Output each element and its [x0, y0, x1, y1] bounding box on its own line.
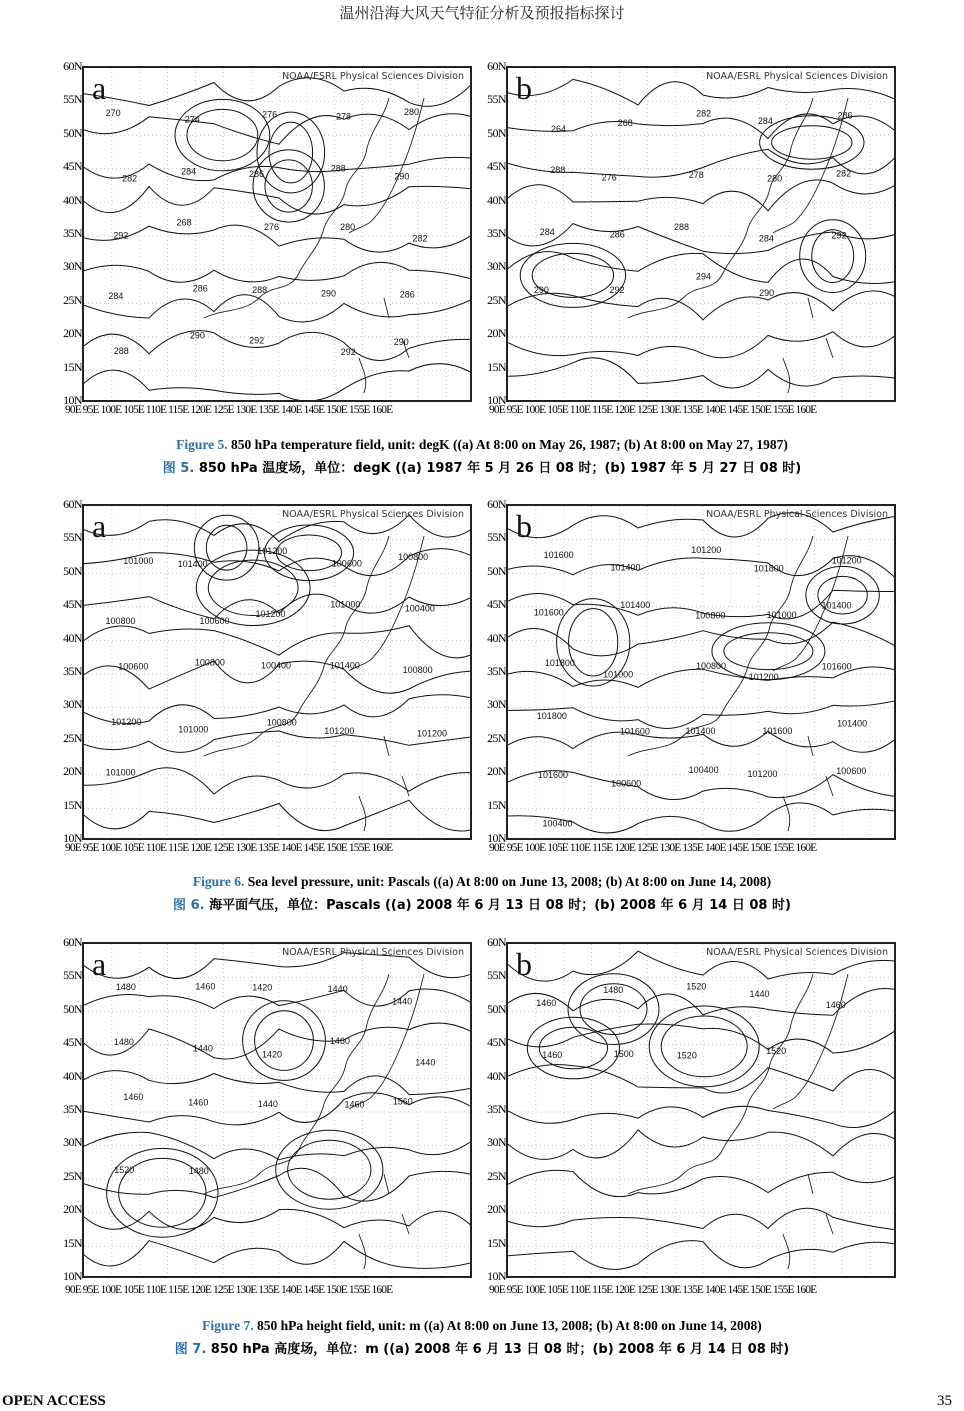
y-axis-label: 10N — [487, 393, 506, 407]
y-axis-label: 20N — [487, 1202, 506, 1217]
caption-text: 850 hPa temperature field, unit: degK ((a) At 8:00 on May 26, 1987; (b) At 8:00 on May 27, 1987) — [227, 437, 788, 452]
contour-value-label: 101600 — [538, 770, 569, 781]
y-axis-label: 30N — [63, 1135, 82, 1150]
contour-map — [508, 68, 896, 402]
closed-contour — [772, 126, 852, 159]
map-frame — [82, 504, 472, 840]
contour-value-label: 100400 — [261, 660, 292, 671]
contour-value-label: 1480 — [188, 1166, 209, 1177]
contour-value-label: 284 — [108, 291, 124, 302]
panel-letter: b — [516, 70, 532, 106]
y-axis-label: 55N — [63, 968, 82, 983]
contour-map — [508, 506, 896, 840]
contour-value-label: 100600 — [836, 765, 867, 776]
figure-6 — [0, 496, 964, 916]
contour-line — [84, 1071, 472, 1095]
contour-line — [508, 1024, 896, 1053]
contour-value-label: 101000 — [123, 556, 154, 567]
contour-value-label: 1460 — [825, 1000, 846, 1011]
contour-value-label: 290 — [533, 285, 549, 296]
contour-value-label: 101200 — [747, 769, 778, 780]
contour-value-label: 101400 — [177, 559, 208, 570]
contour-value-label: 101200 — [417, 728, 448, 739]
contour-line — [84, 768, 472, 794]
contour-value-label: 100600 — [611, 778, 642, 789]
contour-line — [84, 331, 472, 361]
panel-a — [50, 496, 482, 866]
y-axis-label: 50N — [487, 125, 506, 140]
y-axis-label: 40N — [487, 630, 506, 645]
contour-value-label: 284 — [181, 166, 197, 177]
y-axis-label: 25N — [487, 1168, 506, 1183]
contour-line — [508, 79, 896, 105]
y-axis-label: 45N — [487, 597, 506, 612]
y-axis-label: 30N — [63, 697, 82, 712]
map-frame — [82, 66, 472, 402]
closed-contour — [255, 1011, 314, 1071]
contour-value-label: 101800 — [544, 657, 575, 668]
contour-value-label: 294 — [695, 271, 711, 282]
contour-line — [84, 114, 472, 144]
y-axis-label: 25N — [63, 1168, 82, 1183]
contour-value-label: 100600 — [199, 616, 230, 627]
contour-line — [508, 180, 896, 211]
y-axis-label: 55N — [487, 968, 506, 983]
contour-line — [84, 364, 472, 401]
y-axis-label: 20N — [63, 326, 82, 341]
contour-value-label: 100800 — [696, 660, 727, 671]
contour-value-label: 100800 — [194, 657, 225, 668]
closed-contour — [569, 609, 618, 676]
y-axis-label: 10N — [487, 831, 506, 845]
contour-line — [84, 1209, 472, 1229]
closed-contour — [208, 560, 298, 615]
credit-text: NOAA/ESRL Physical Sciences Division — [282, 947, 464, 958]
contour-value-label: 101200 — [111, 717, 142, 728]
panel-letter: b — [516, 946, 532, 982]
panel-letter: b — [516, 508, 532, 544]
panel-a — [50, 934, 482, 1304]
y-axis-label: 50N — [63, 125, 82, 140]
contour-value-label: 282 — [122, 173, 138, 184]
contour-line — [84, 262, 472, 282]
contour-value-label: 101000 — [330, 599, 361, 610]
panel-a — [50, 58, 482, 428]
contour-line — [508, 1170, 896, 1196]
contour-value-label: 1440 — [257, 1099, 278, 1110]
contour-value-label: 268 — [617, 117, 633, 128]
y-axis-label: 60N — [487, 59, 506, 73]
contour-map — [508, 944, 896, 1278]
panel-letter: a — [92, 70, 107, 106]
contour-line — [508, 1106, 896, 1127]
open-access-label: OPEN ACCESS — [2, 1393, 106, 1409]
contour-value-label: 101200 — [748, 672, 779, 682]
y-axis-label: 50N — [487, 1001, 506, 1016]
contour-line — [84, 1132, 472, 1159]
contour-value-label: 101600 — [619, 726, 650, 737]
contour-value-label: 290 — [759, 288, 775, 299]
y-axis-label: 20N — [63, 1202, 82, 1217]
coastline — [204, 98, 424, 393]
figure-number: 图 5. — [162, 461, 195, 476]
contour-value-label: 101000 — [105, 767, 136, 778]
map-frame — [506, 504, 896, 840]
y-axis-label: 55N — [487, 530, 506, 545]
caption-text: 海平面气压，单位：Pascals ((a) 2008 年 6 月 13 日 08 时；(b) 2008 年 6 月 14 日 08 时) — [204, 898, 791, 913]
contour-value-label: 1480 — [115, 982, 136, 993]
y-axis-label: 60N — [487, 935, 506, 949]
contour-value-label: 1460 — [123, 1092, 144, 1103]
closed-contour — [288, 1140, 371, 1199]
contour-value-label: 284 — [758, 233, 774, 244]
closed-contour — [806, 566, 879, 624]
contour-value-label: 101400 — [620, 599, 651, 610]
contour-value-label: 101600 — [821, 661, 852, 672]
contour-value-label: 290 — [321, 288, 337, 299]
contour-value-label: 292 — [609, 285, 625, 296]
y-axis-label: 40N — [487, 1068, 506, 1083]
contour-line — [84, 1241, 472, 1269]
contour-value-label: 292 — [249, 335, 265, 346]
caption-en — [0, 437, 964, 453]
contour-value-label: 292 — [113, 230, 129, 241]
contour-line — [508, 1130, 896, 1160]
contour-line — [84, 989, 472, 1009]
y-axis-label: 15N — [63, 359, 82, 374]
y-axis-label: 10N — [487, 1269, 506, 1283]
contour-value-label: 286 — [837, 110, 853, 121]
y-axis-label: 15N — [487, 359, 506, 374]
contour-value-label: 268 — [176, 217, 192, 228]
contour-value-label: 101400 — [821, 600, 852, 611]
y-axis-label: 25N — [487, 730, 506, 745]
contour-value-label: 101400 — [837, 718, 868, 729]
y-axis-label: 45N — [487, 1035, 506, 1050]
contour-value-label: 1420 — [262, 1049, 283, 1060]
contour-value-label: 1460 — [195, 981, 216, 992]
contour-value-label: 276 — [601, 172, 617, 183]
contour-value-label: 101200 — [324, 726, 355, 737]
credit-text: NOAA/ESRL Physical Sciences Division — [706, 509, 888, 520]
contour-value-label: 101200 — [255, 609, 286, 620]
contour-value-label: 101400 — [610, 562, 641, 573]
contour-value-label: 100400 — [542, 818, 573, 829]
y-axis-label: 50N — [63, 1001, 82, 1016]
panel-b — [474, 934, 906, 1304]
y-axis-label: 40N — [63, 630, 82, 645]
contour-value-label: 284 — [757, 116, 773, 126]
contour-value-label: 1440 — [392, 996, 413, 1007]
contour-line — [84, 800, 472, 831]
x-axis-labels: 90E 95E 100E 105E 110E 115E 120E 125E 130E 135E 140E 145E 150E 155E 160E — [65, 404, 393, 416]
closed-contour — [757, 116, 864, 169]
figure-number: Figure 5. — [176, 437, 228, 452]
contour-value-label: 1460 — [329, 1036, 350, 1047]
contour-value-label: 282 — [696, 108, 712, 119]
contour-value-label: 101800 — [536, 711, 567, 722]
contour-value-label: 288 — [550, 165, 566, 175]
contour-line — [84, 626, 472, 658]
contour-value-label: 292 — [831, 230, 847, 241]
x-axis-labels: 90E 95E 100E 105E 110E 115E 120E 125E 130E 135E 140E 145E 150E 155E 160E — [489, 1284, 817, 1296]
contour-value-label: 278 — [336, 111, 352, 122]
contour-value-label: 1520 — [676, 1050, 697, 1061]
contour-line — [508, 358, 896, 388]
figure-number: 图 7. — [174, 1342, 207, 1357]
contour-value-label: 1480 — [113, 1036, 134, 1047]
caption-text: 850 hPa 温度场，单位：degK ((a) 1987 年 5 月 26 日 08 时；(b) 1987 年 5 月 27 日 08 时) — [194, 461, 802, 476]
panel-letter: a — [92, 946, 107, 982]
map-frame — [506, 66, 896, 402]
x-axis-labels: 90E 95E 100E 105E 110E 115E 120E 125E 130E 135E 140E 145E 150E 155E 160E — [489, 842, 817, 854]
y-axis-label: 15N — [487, 797, 506, 812]
panel-b — [474, 496, 906, 866]
contour-value-label: 286 — [249, 168, 265, 179]
contour-value-label: 100400 — [404, 603, 435, 614]
figure-number: Figure 7. — [202, 1318, 254, 1333]
y-axis-label: 35N — [487, 664, 506, 678]
contour-value-label: 1460 — [344, 1099, 365, 1110]
contour-value-label: 1420 — [252, 982, 273, 993]
contour-value-label: 1440 — [327, 984, 348, 995]
closed-contour — [724, 633, 813, 670]
contour-value-label: 278 — [688, 170, 704, 180]
contour-line — [508, 1241, 896, 1270]
figure-5 — [0, 58, 964, 478]
contour-value-label: 280 — [404, 107, 420, 117]
contour-value-label: 290 — [393, 337, 409, 347]
contour-value-label: 101400 — [329, 660, 360, 671]
contour-value-label: 288 — [330, 163, 346, 174]
contour-value-label: 288 — [113, 346, 129, 356]
contour-value-label: 288 — [252, 285, 268, 296]
y-axis-label: 45N — [63, 597, 82, 612]
y-axis-label: 10N — [63, 831, 82, 845]
contour-value-label: 292 — [340, 346, 356, 357]
contour-line — [508, 291, 896, 320]
contour-value-label: 1440 — [415, 1057, 436, 1068]
closed-contour — [649, 1006, 759, 1087]
closed-contour — [206, 525, 247, 570]
contour-value-label: 100800 — [266, 717, 297, 728]
contour-value-label: 1440 — [192, 1043, 213, 1054]
y-axis-label: 60N — [63, 935, 82, 949]
y-axis-label: 45N — [487, 159, 506, 174]
contour-value-label: 101200 — [831, 555, 862, 566]
contour-value-label: 101600 — [533, 607, 564, 618]
contour-value-label: 100800 — [398, 551, 429, 562]
y-axis-label: 10N — [63, 393, 82, 407]
contour-value-label: 101200 — [691, 545, 722, 555]
closed-contour — [196, 550, 310, 625]
x-axis-labels: 90E 95E 100E 105E 110E 115E 120E 125E 130E 135E 140E 145E 150E 155E 160E — [489, 404, 817, 416]
y-axis-label: 20N — [487, 326, 506, 341]
y-axis-label: 40N — [63, 192, 82, 207]
closed-contour — [257, 112, 325, 193]
y-axis-label: 45N — [63, 159, 82, 174]
contour-value-label: 1440 — [749, 988, 770, 999]
contour-line — [84, 1168, 472, 1201]
contour-value-label: 280 — [767, 173, 783, 184]
page-number: 35 — [937, 1393, 952, 1409]
caption-cn — [0, 457, 964, 476]
contour-value-label: 101200 — [257, 545, 288, 556]
contour-value-label: 290 — [394, 171, 410, 182]
contour-map — [84, 944, 472, 1278]
y-axis-label: 30N — [487, 259, 506, 274]
contour-value-label: 1460 — [536, 998, 557, 1009]
closed-contour — [661, 1016, 747, 1077]
contour-value-label: 1520 — [686, 981, 707, 992]
contour-value-label: 101000 — [766, 609, 797, 620]
y-axis-label: 25N — [487, 292, 506, 307]
contour-value-label: 100800 — [402, 665, 433, 675]
contour-value-label: 101400 — [685, 725, 716, 736]
x-axis-labels: 90E 95E 100E 105E 110E 115E 120E 125E 130E 135E 140E 145E 150E 155E 160E — [65, 842, 393, 854]
credit-text: NOAA/ESRL Physical Sciences Division — [282, 509, 464, 520]
credit-text: NOAA/ESRL Physical Sciences Division — [706, 947, 888, 958]
contour-value-label: 101600 — [762, 726, 793, 736]
contour-value-label: 282 — [412, 233, 428, 244]
y-axis-label: 25N — [63, 292, 82, 307]
y-axis-label: 50N — [63, 563, 82, 578]
closed-contour — [539, 1027, 607, 1069]
closed-contour — [253, 150, 324, 222]
y-axis-label: 40N — [63, 1068, 82, 1083]
y-axis-label: 55N — [487, 92, 506, 107]
panel-b — [474, 58, 906, 428]
map-frame — [506, 942, 896, 1278]
panel-letter: a — [92, 508, 107, 544]
y-axis-label: 30N — [487, 697, 506, 712]
caption-cn — [0, 894, 964, 913]
contour-value-label: 101800 — [753, 563, 784, 574]
y-axis-label: 20N — [487, 764, 506, 779]
caption-cn — [0, 1338, 964, 1357]
contour-value-label: 276 — [262, 109, 278, 120]
x-axis-labels: 90E 95E 100E 105E 110E 115E 120E 125E 130E 135E 140E 145E 150E 155E 160E — [65, 1284, 393, 1296]
y-axis-label: 55N — [63, 530, 82, 545]
contour-value-label: 270 — [105, 108, 121, 119]
y-axis-label: 35N — [63, 1102, 82, 1116]
y-axis-label: 30N — [487, 1135, 506, 1150]
caption-text: Sea level pressure, unit: Pascals ((a) At 8:00 on June 13, 2008; (b) At 8:00 on June 14, 2008) — [244, 874, 772, 889]
contour-value-label: 100800 — [695, 610, 726, 621]
y-axis-label: 20N — [63, 764, 82, 779]
contour-value-label: 274 — [184, 114, 200, 125]
caption-text: 850 hPa height field, unit: m ((a) At 8:00 on June 13, 2008; (b) At 8:00 on June 14, 2008) — [253, 1318, 762, 1333]
y-axis-label: 60N — [487, 497, 506, 511]
coastline — [628, 974, 848, 1269]
contour-value-label: 1500 — [613, 1049, 634, 1060]
running-header: 温州沿海大风天气特征分析及预报指标探讨 — [339, 4, 625, 22]
contour-value-label: 1520 — [766, 1046, 787, 1057]
y-axis-label: 55N — [63, 92, 82, 107]
contour-value-label: 286 — [192, 283, 208, 294]
contour-value-label: 264 — [551, 124, 567, 135]
contour-map — [84, 506, 472, 840]
contour-value-label: 280 — [340, 222, 356, 233]
contour-value-label: 101000 — [603, 669, 634, 680]
contour-value-label: 100400 — [688, 764, 719, 775]
contour-value-label: 100600 — [331, 558, 362, 569]
figure-number: Figure 6. — [192, 874, 245, 889]
contour-value-label: 284 — [539, 226, 555, 237]
contour-line — [84, 78, 472, 107]
map-frame — [82, 942, 472, 1278]
caption-en — [0, 874, 964, 890]
contour-value-label: 290 — [189, 330, 205, 341]
credit-text: NOAA/ESRL Physical Sciences Division — [282, 71, 464, 82]
figure-7 — [0, 934, 964, 1358]
y-axis-label: 25N — [63, 730, 82, 745]
contour-value-label: 282 — [836, 168, 852, 179]
contour-value-label: 1520 — [114, 1165, 135, 1176]
contour-value-label: 100600 — [118, 661, 149, 672]
contour-value-label: 286 — [609, 229, 625, 240]
contour-value-label: 286 — [399, 289, 415, 300]
contour-value-label: 101000 — [178, 724, 209, 735]
y-axis-label: 45N — [63, 1035, 82, 1050]
contour-value-label: 101600 — [543, 550, 574, 561]
y-axis-label: 15N — [487, 1235, 506, 1250]
contour-value-label: 100800 — [105, 616, 136, 627]
contour-value-label: 1460 — [542, 1050, 563, 1060]
contour-value-label: 276 — [264, 221, 280, 232]
coastline — [628, 98, 848, 393]
contour-line — [508, 1208, 896, 1230]
y-axis-label: 35N — [487, 1102, 506, 1116]
caption-text: 850 hPa 高度场，单位：m ((a) 2008 年 6 月 13 日 08 时；(b) 2008 年 6 月 14 日 08 时) — [206, 1342, 790, 1357]
contour-map — [84, 68, 472, 402]
contour-value-label: 1460 — [188, 1097, 209, 1108]
y-axis-label: 60N — [63, 497, 82, 511]
y-axis-label: 15N — [63, 1235, 82, 1250]
y-axis-label: 15N — [63, 797, 82, 812]
y-axis-label: 60N — [63, 59, 82, 73]
contour-line — [508, 332, 896, 358]
y-axis-label: 50N — [487, 563, 506, 578]
y-axis-label: 35N — [63, 226, 82, 240]
contour-value-label: 1480 — [603, 984, 624, 995]
contour-line — [508, 622, 896, 656]
y-axis-label: 30N — [63, 259, 82, 274]
caption-en — [0, 1318, 964, 1334]
figure-number: 图 6. — [173, 898, 205, 913]
credit-text: NOAA/ESRL Physical Sciences Division — [706, 71, 888, 82]
y-axis-label: 35N — [487, 226, 506, 240]
contour-value-label: 288 — [674, 222, 690, 233]
y-axis-label: 35N — [63, 664, 82, 678]
closed-contour — [175, 99, 270, 170]
contour-value-label: 1560 — [392, 1096, 413, 1107]
y-axis-label: 40N — [487, 192, 506, 207]
y-axis-label: 10N — [63, 1269, 82, 1283]
